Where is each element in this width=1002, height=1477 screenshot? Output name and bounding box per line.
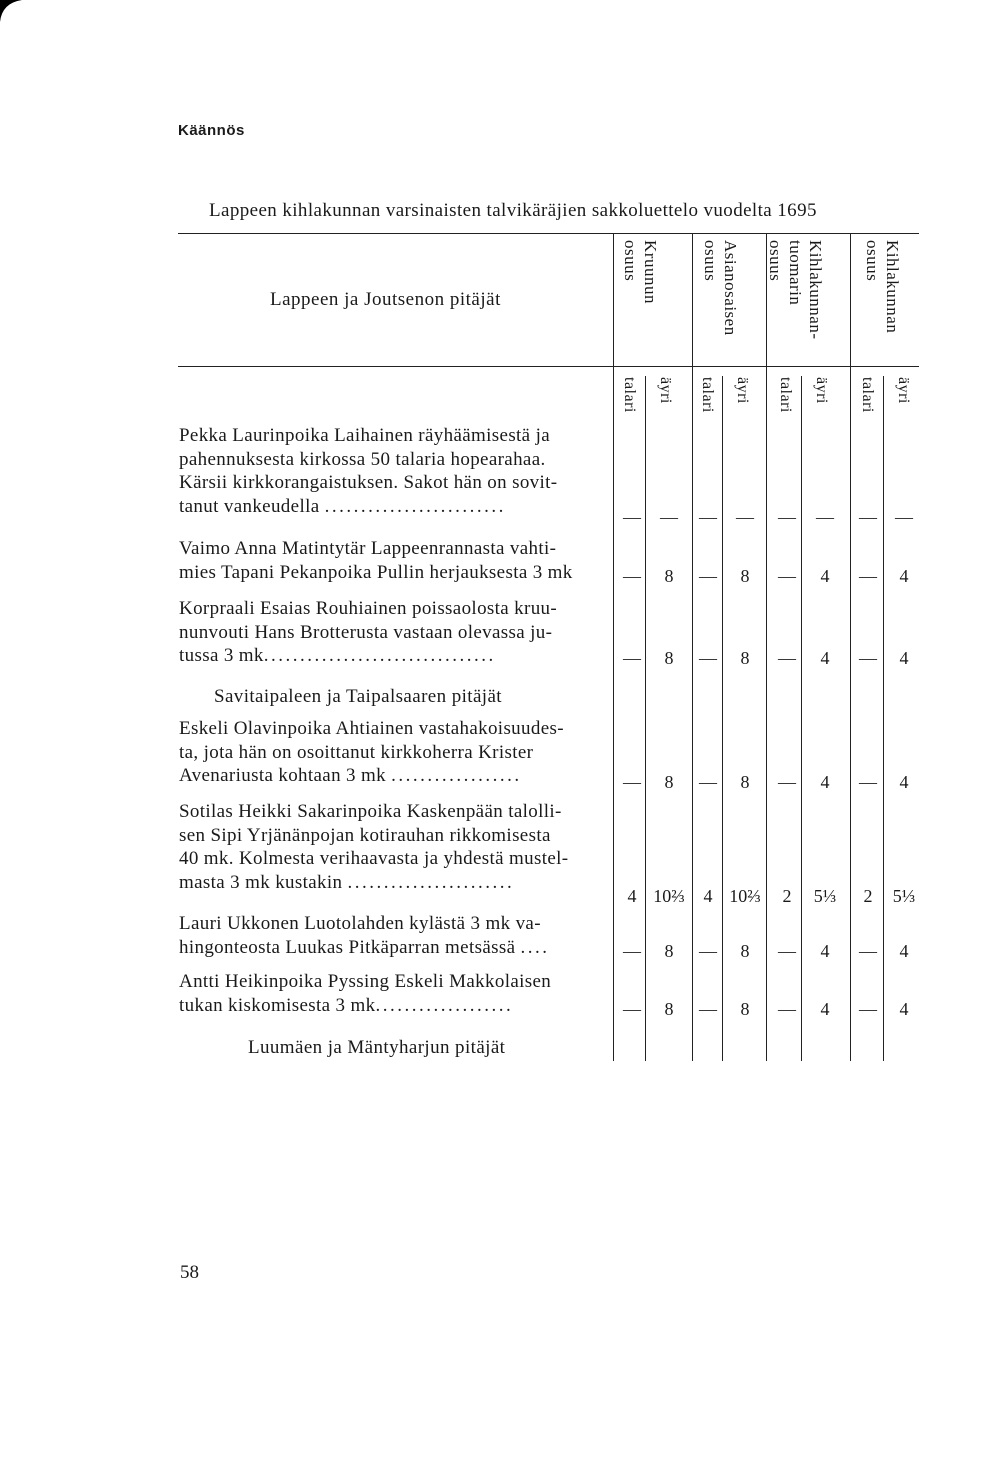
value-cell: — (778, 648, 796, 668)
unit-label-talari: talari (777, 377, 794, 413)
page-number: 58 (180, 1262, 199, 1283)
column-header-kruunun: Kruunun osuus (621, 240, 660, 304)
value-cell: 4 (899, 566, 909, 586)
value-cell: — (623, 999, 641, 1019)
value-cell: — (778, 566, 796, 586)
value-cell: 8 (740, 772, 750, 792)
value-cell: — (623, 507, 641, 527)
unit-label-talari: talari (859, 377, 876, 413)
district-heading: Lappeen ja Joutsenon pitäjät (270, 289, 501, 310)
value-cell: 10⅔ (653, 886, 685, 906)
column-header-kihlakunnantuomarin: Kihlakunnan- tuomarin osuus (766, 240, 825, 340)
value-cell: — (859, 941, 877, 961)
value-cell: 2 (782, 886, 792, 906)
fine-entry: Lauri Ukkonen Luotolahden kylästä 3 mk va- hingonteosta Luukas Pitkäparran metsässä .... (179, 913, 550, 958)
value-cell: — (699, 566, 717, 586)
fine-entry: Pekka Laurinpoika Laihainen räyhäämisestä ja pahennuksesta kirkossa 50 talaria hopearahaa. Kärsii kirkkorangaistuksen. Sakot hän on sovit- tanut vankeudella ......................... (179, 425, 558, 517)
value-cell: — (778, 507, 796, 527)
value-cell: 5⅓ (813, 886, 837, 906)
district-subheading: Savitaipaleen ja Taipalsaaren pitäjät (214, 686, 502, 707)
value-cell: 4 (820, 999, 830, 1019)
column-header-asianosaisen: Asianosaisen osuus (701, 240, 740, 336)
value-cell: 4 (899, 772, 909, 792)
value-cell: — (859, 566, 877, 586)
value-cell: 4 (899, 648, 909, 668)
value-cell: — (778, 999, 796, 1019)
column-divider (850, 233, 851, 1061)
unit-label-ayri: äyri (657, 377, 674, 404)
column-divider (692, 233, 693, 1061)
value-cell: — (623, 941, 641, 961)
value-cell: 8 (664, 999, 674, 1019)
value-cell: — (859, 772, 877, 792)
unit-label-ayri: äyri (734, 377, 751, 404)
header-bottom-rule (178, 366, 919, 367)
value-cell: 8 (740, 648, 750, 668)
value-cell: — (778, 772, 796, 792)
fine-entry: Eskeli Olavinpoika Ahtiainen vastahakoisuudes- ta, jota hän on osoittanut kirkkoherra Krister Avenariusta kohtaan 3 mk .................. (179, 718, 564, 786)
page-corner-mark (0, 0, 30, 30)
value-cell: — (623, 648, 641, 668)
value-cell: 5⅓ (892, 886, 916, 906)
value-cell: — (736, 507, 754, 527)
value-cell: 4 (627, 886, 637, 906)
unit-label-ayri: äyri (895, 377, 912, 404)
value-cell: 4 (820, 648, 830, 668)
fine-entry: Korpraali Esaias Rouhiainen poissaolosta kruu- nunvouti Hans Brotterusta vastaan olevassa ju- tussa 3 mk................................ (179, 598, 558, 666)
value-cell: — (816, 507, 834, 527)
value-cell: — (859, 999, 877, 1019)
value-cell: 4 (820, 566, 830, 586)
value-cell: 4 (899, 941, 909, 961)
table-caption: Lappeen kihlakunnan varsinaisten talvikäräjien sakkoluettelo vuodelta 1695 (209, 200, 817, 221)
unit-label-talari: talari (621, 377, 638, 413)
value-cell: — (778, 941, 796, 961)
value-cell: 8 (664, 566, 674, 586)
value-cell: — (895, 507, 913, 527)
value-cell: — (699, 941, 717, 961)
value-cell: — (623, 566, 641, 586)
value-cell: 10⅔ (729, 886, 761, 906)
section-heading: Käännös (178, 122, 245, 139)
fine-entry: Vaimo Anna Matintytär Lappeenrannasta vahti- mies Tapani Pekanpoika Pullin herjauksesta 3 mk (179, 538, 573, 583)
column-header-kihlakunnan: Kihlakunnan osuus (863, 240, 902, 334)
unit-label-ayri: äyri (813, 377, 830, 404)
value-cell: 4 (703, 886, 713, 906)
district-subheading: Luumäen ja Mäntyharjun pitäjät (248, 1037, 506, 1058)
value-cell: — (859, 648, 877, 668)
table-top-rule (178, 233, 919, 234)
unit-label-talari: talari (699, 377, 716, 413)
value-cell: — (699, 772, 717, 792)
value-cell: 4 (820, 772, 830, 792)
value-cell: 8 (740, 999, 750, 1019)
column-divider (766, 233, 767, 1061)
value-cell: 8 (740, 566, 750, 586)
column-divider (613, 233, 614, 1061)
fine-entry: Sotilas Heikki Sakarinpoika Kaskenpään talolli- sen Sipi Yrjänänpojan kotirauhan rikkomisesta 40 mk. Kolmesta verihaavasta ja yhdestä mustel- masta 3 mk kustakin ....................... (179, 801, 569, 893)
value-cell: 8 (664, 772, 674, 792)
value-cell: 8 (740, 941, 750, 961)
value-cell: 4 (899, 999, 909, 1019)
value-cell: — (660, 507, 678, 527)
fine-entry: Antti Heikinpoika Pyssing Eskeli Makkolaisen tukan kiskomisesta 3 mk................... (179, 971, 552, 1016)
value-cell: — (699, 507, 717, 527)
value-cell: 8 (664, 941, 674, 961)
value-cell: — (623, 772, 641, 792)
value-cell: — (859, 507, 877, 527)
value-cell: 2 (863, 886, 873, 906)
value-cell: 4 (820, 941, 830, 961)
value-cell: 8 (664, 648, 674, 668)
value-cell: — (699, 999, 717, 1019)
value-cell: — (699, 648, 717, 668)
